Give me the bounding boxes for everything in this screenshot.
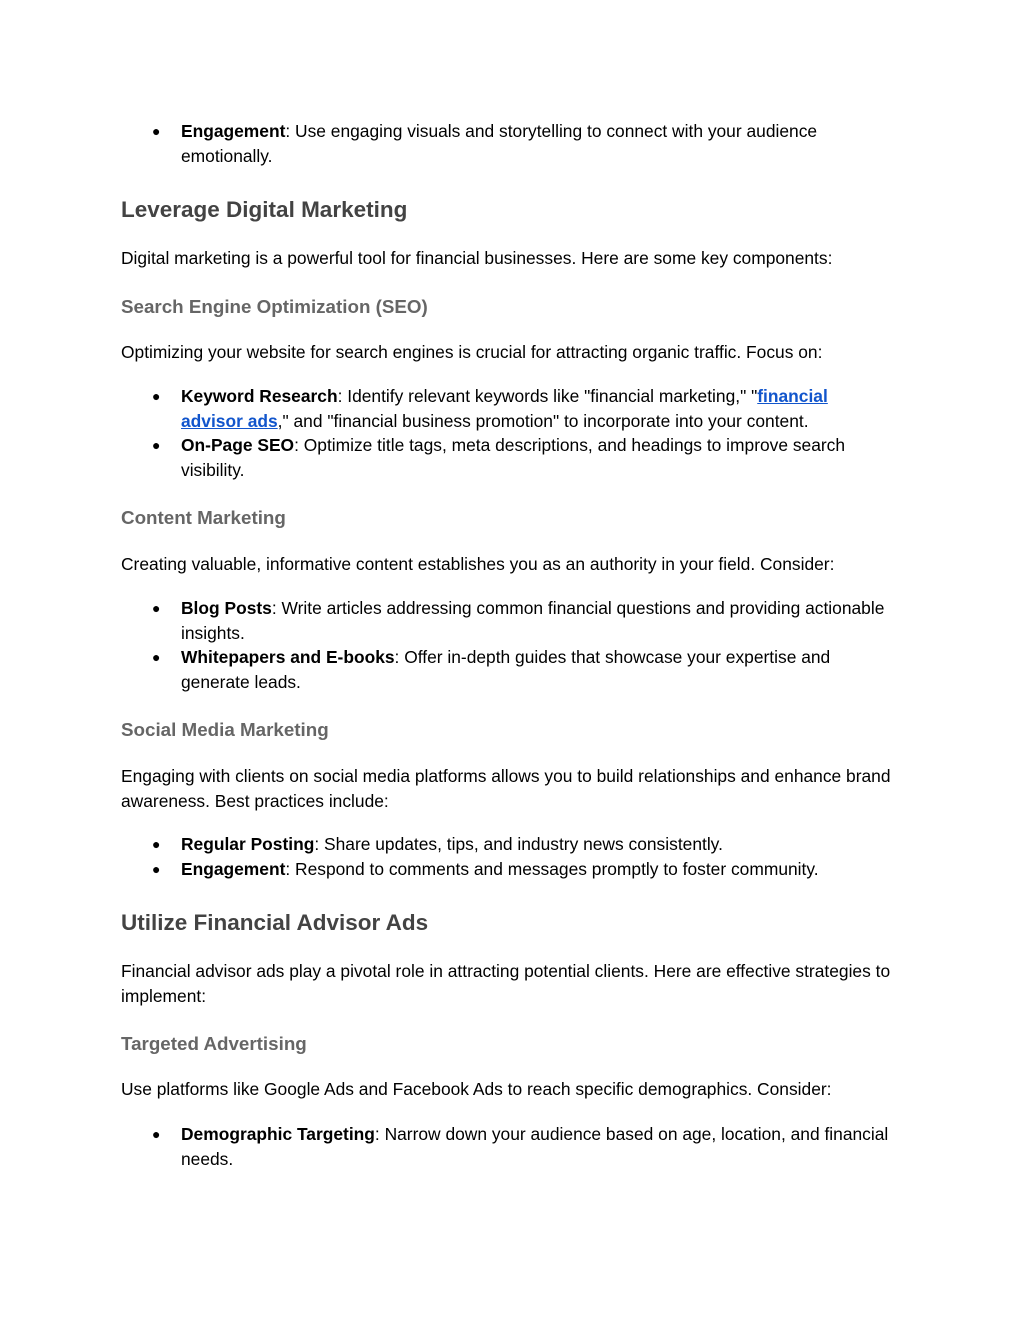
content-list [152,596,891,694]
list-item-term: Demographic Targeting [181,1124,375,1144]
heading-targeted-advertising: Targeted Advertising [121,1033,307,1054]
list-item [152,645,891,694]
list-item-term: Regular Posting [181,834,315,854]
bullet-icon: ● [152,1126,161,1142]
list-item-term: Keyword Research [181,386,338,406]
bullet-icon: ● [152,860,161,877]
targeted-list [152,1122,891,1171]
paragraph-digital-marketing: Digital marketing is a powerful tool for financial businesses. Here are some key components: [121,248,833,268]
list-item-text: : Use engaging visuals and storytelling to connect with your audience emotionally. [181,121,818,166]
heading-content-marketing: Content Marketing [121,507,286,528]
list-item [152,596,891,645]
list-item [152,857,891,882]
bullet-icon: ● [152,123,161,139]
paragraph-social-media: Engaging with clients on social media platforms allows you to build relationships and enhance brand awareness. Best practices include: [121,766,891,811]
bullet-icon: ● [152,649,161,665]
list-item [152,832,891,857]
bullet-icon: ● [152,836,161,852]
heading-seo: Search Engine Optimization (SEO) [121,296,428,317]
heading-social-media: Social Media Marketing [121,719,329,740]
list-item-term: Engagement [181,858,286,879]
paragraph-advisor-ads: Financial advisor ads play a pivotal role in attracting potential clients. Here are effective strategies to implement: [121,961,891,1006]
list-item-text: : Optimize title tags, meta descriptions, and headings to improve search visibility. [181,435,846,480]
bullet-icon: ● [152,600,161,616]
heading-advisor-ads: Utilize Financial Advisor Ads [121,910,429,935]
list-item-text: : Offer in-depth guides that showcase your expertise and generate leads. [181,647,831,692]
social-list [152,832,891,881]
paragraph-seo: Optimizing your website for search engines is crucial for attracting organic traffic. Focus on: [121,342,823,362]
financial-advisor-ads-link[interactable]: financial advisor ads [181,386,828,431]
list-item-term: Engagement [181,121,286,141]
list-item [152,119,891,168]
list-item-term: Whitepapers and E-books [181,647,395,667]
list-item-text: : Narrow down your audience based on age, location, and financial needs. [181,1124,889,1169]
bullet-icon: ● [152,437,161,453]
list-item-text: ," and "financial business promotion" to incorporate into your content. [277,410,809,431]
list-item [152,433,891,482]
list-item-term: On-Page SEO [181,435,295,455]
paragraph-content-marketing: Creating valuable, informative content establishes you as an authority in your field. Consider: [121,554,835,574]
paragraph-targeted-advertising: Use platforms like Google Ads and Facebook Ads to reach specific demographics. Consider: [121,1079,832,1099]
heading-digital-marketing: Leverage Digital Marketing [121,197,408,222]
list-item-text: : Respond to comments and messages promptly to foster community. [285,858,819,879]
list-item [152,384,891,433]
seo-list [152,384,891,482]
list-item-text: : Share updates, tips, and industry news consistently. [314,834,723,854]
list-item-term: Blog Posts [181,598,272,618]
bullet-icon: ● [152,388,161,404]
list-item-text: : Write articles addressing common financial questions and providing actionable insights. [181,598,885,643]
engagement-list [152,119,891,168]
list-item-text: : Identify relevant keywords like "financial marketing," " [337,386,758,406]
list-item [152,1122,891,1171]
